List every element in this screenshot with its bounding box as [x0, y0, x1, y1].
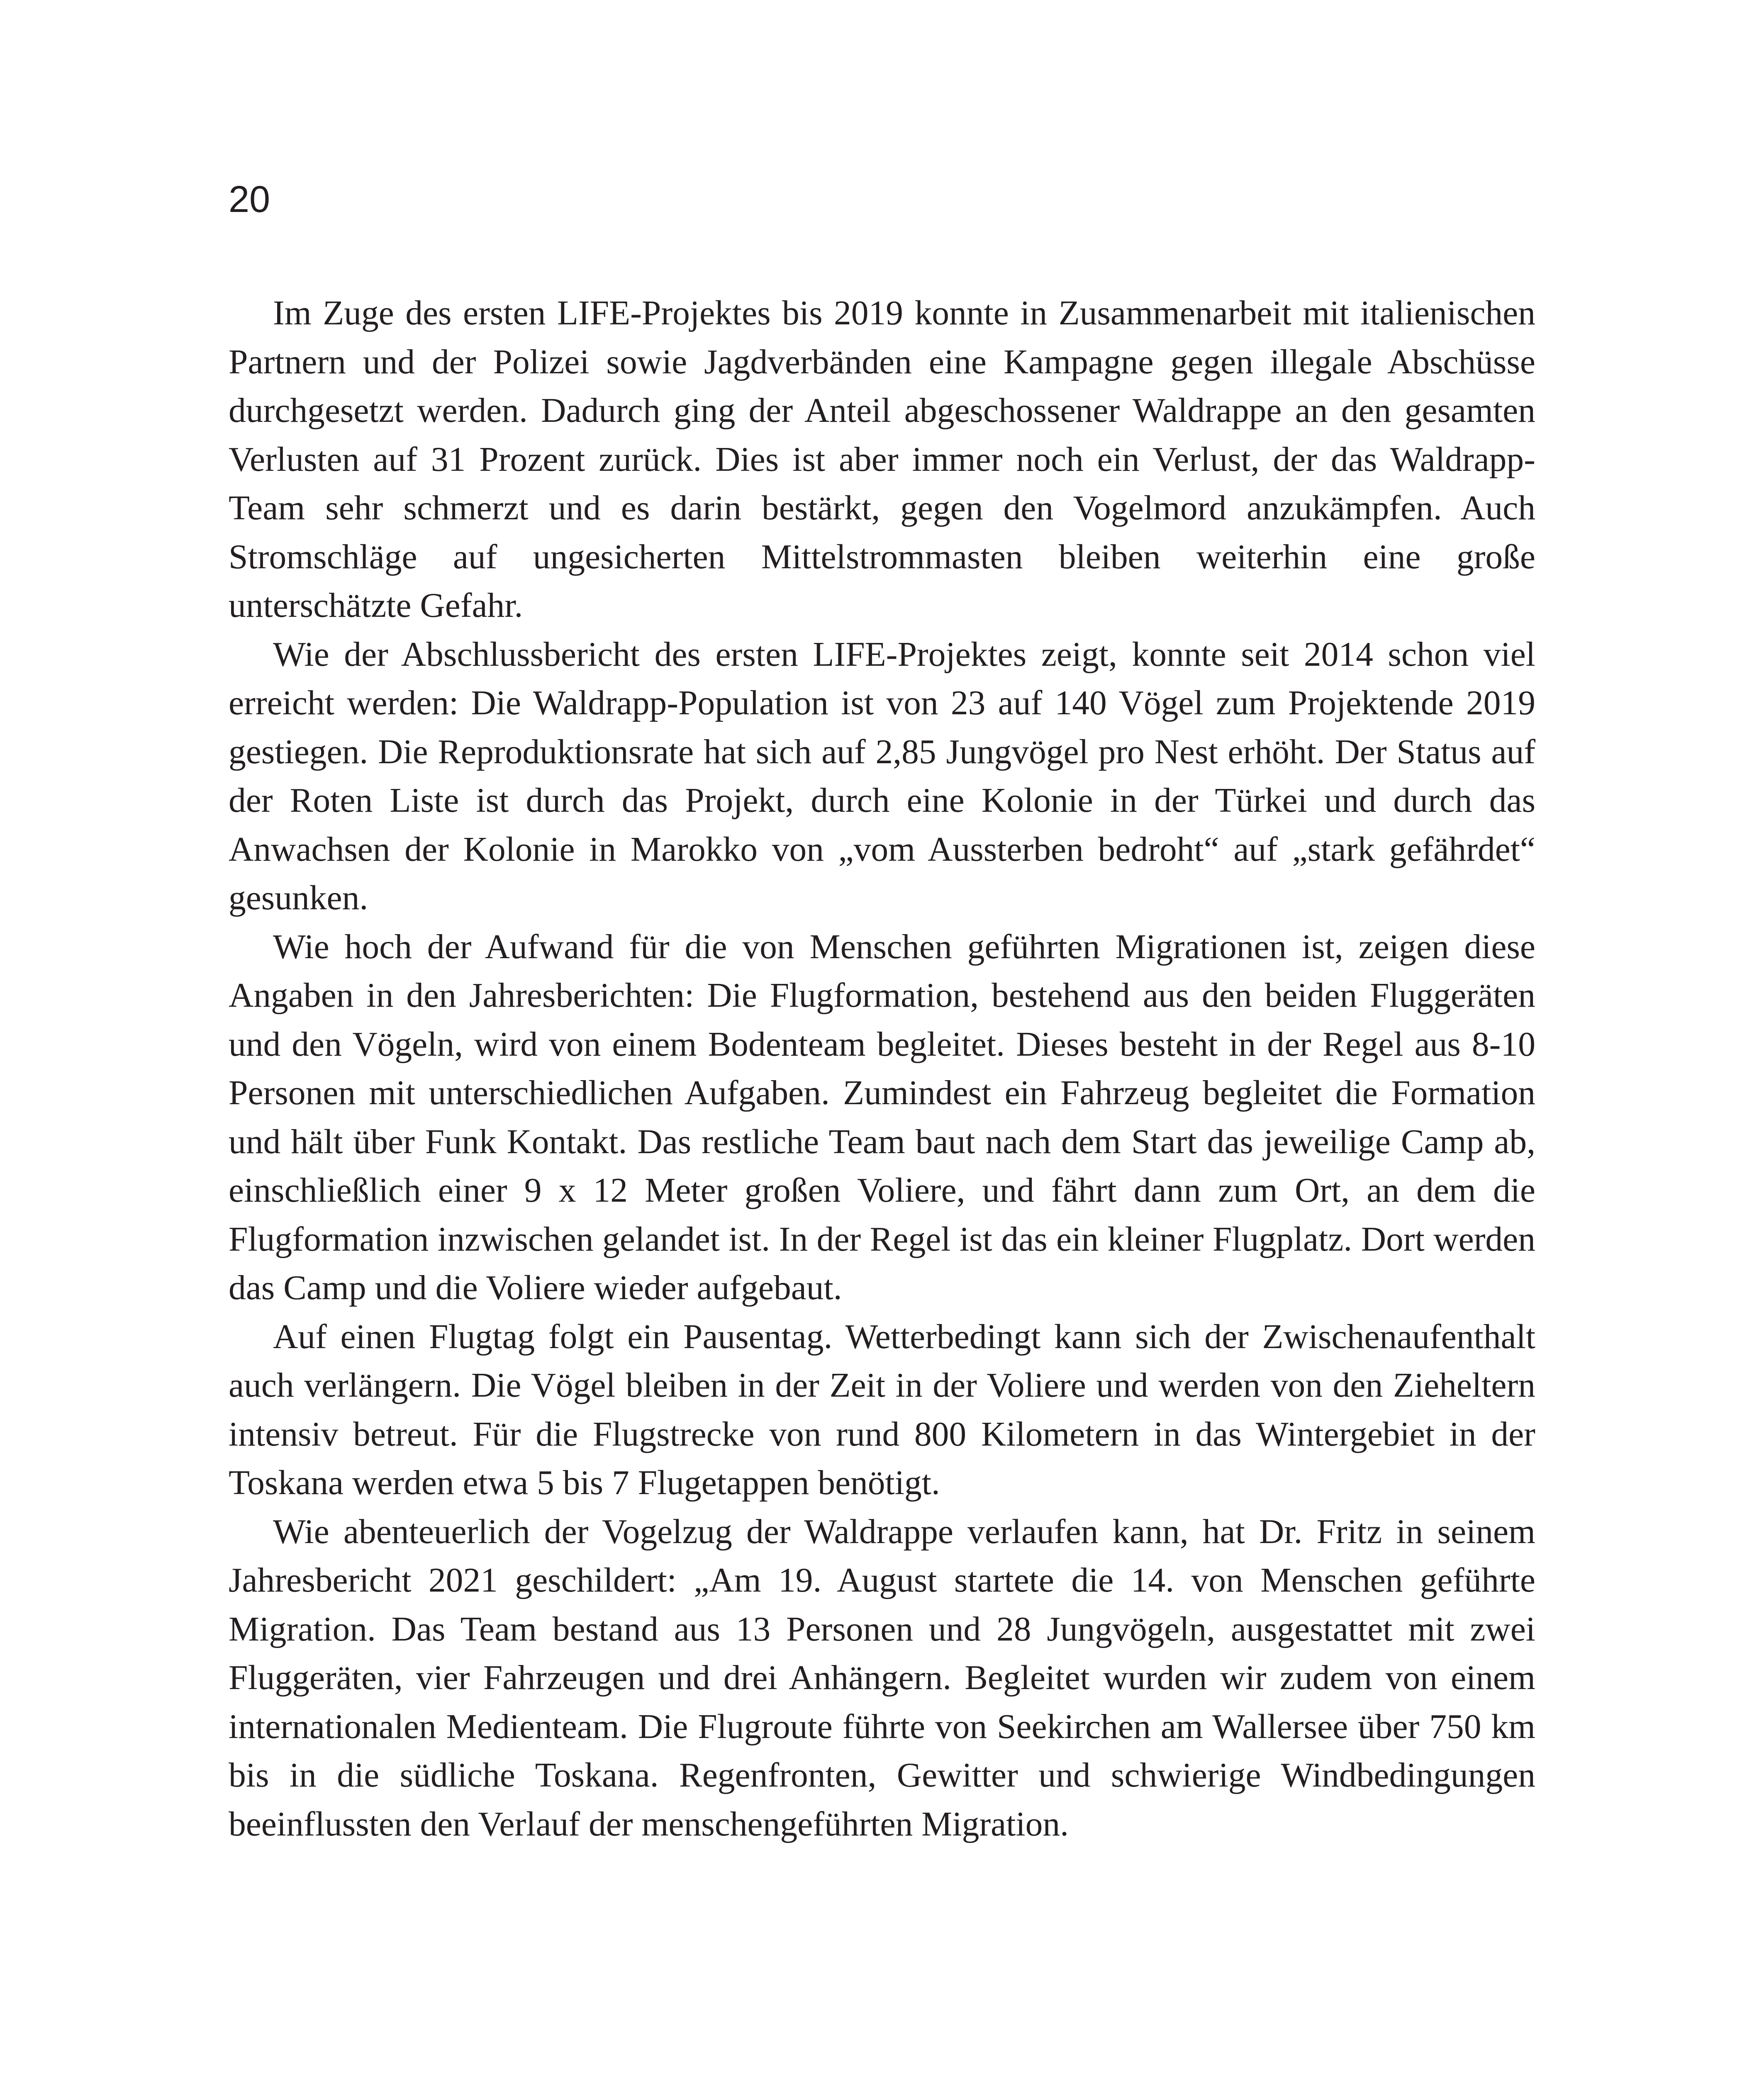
paragraph-2: Wie der Abschlussbericht des ersten LIFE-Projektes zeigt, konnte seit 2014 schon viel erreicht werden: Die Waldrapp-Population ist von 23 auf 140 Vögel zum Projektende 2019 gestiegen. Die Reproduktionsrate hat sich auf 2,85 Jungvögel pro Nest erhöht. Der Status auf der Roten Liste ist durch das Projekt, durch eine Kolonie in der Türkei und durch das Anwachsen der Kolonie in Marokko von „vom Aussterben bedroht“ auf „stark gefährdet“ gesunken. [229, 635, 1535, 917]
paragraph-5: Wie abenteuerlich der Vogelzug der Waldrappe verlaufen kann, hat Dr. Fritz in seinem Jahresbericht 2021 geschildert: „Am 19. August startete die 14. von Menschen geführte Migration. Das Team bestand aus 13 Personen und 28 Jungvögeln, ausgestattet mit zwei Fluggeräten, vier Fahrzeugen und drei Anhängern. Begleitet wurden wir zudem von einem internationalen Medienteam. Die Flugroute führte von Seekirchen am Wallersee über 750 km bis in die südliche Toskana. Regenfronten, Gewitter und schwierige Windbedingungen beeinflussten den Verlauf der menschengeführten Migration. [229, 1512, 1535, 1843]
body-text [229, 289, 1535, 1849]
page-number: 20 [229, 179, 270, 220]
paragraph-4: Auf einen Flugtag folgt ein Pausentag. Wetterbedingt kann sich der Zwischenaufenthalt auch verlängern. Die Vögel bleiben in der Zeit in der Voliere und werden von den Zieheltern intensiv betreut. Für die Flugstrecke von rund 800 Kilometern in das Wintergebiet in der Toskana werden etwa 5 bis 7 Flugetappen benötigt. [229, 1317, 1535, 1502]
paragraph-1: Im Zuge des ersten LIFE-Projektes bis 2019 konnte in Zusammenarbeit mit italienischen Partnern und der Polizei sowie Jagdverbänden eine Kampagne gegen illegale Abschüsse durchgesetzt werden. Dadurch ging der Anteil abgeschossener Waldrappe an den gesamten Verlusten auf 31 Prozent zurück. Dies ist aber immer noch ein Verlust, der das Waldrapp-Team sehr schmerzt und es darin bestärkt, gegen den Vogelmord anzukämpfen. Auch Stromschläge auf ungesicherten Mittelstrommasten bleiben weiterhin eine große unterschätzte Gefahr. [229, 294, 1535, 625]
paragraph-3: Wie hoch der Aufwand für die von Menschen geführten Migrationen ist, zeigen diese Angaben in den Jahresberichten: Die Flugformation, bestehend aus den beiden Fluggeräten und den Vögeln, wird von einem Bodenteam begleitet. Dieses besteht in der Regel aus 8-10 Personen mit unterschiedlichen Aufgaben. Zumindest ein Fahrzeug begleitet die Formation und hält über Funk Kontakt. Das restliche Team baut nach dem Start das jeweilige Camp ab, einschließlich einer 9 x 12 Meter großen Voliere, und fährt dann zum Ort, an dem die Flugformation inzwischen gelandet ist. In der Regel ist das ein kleiner Flugplatz. Dort werden das Camp und die Voliere wieder aufgebaut. [229, 927, 1535, 1307]
